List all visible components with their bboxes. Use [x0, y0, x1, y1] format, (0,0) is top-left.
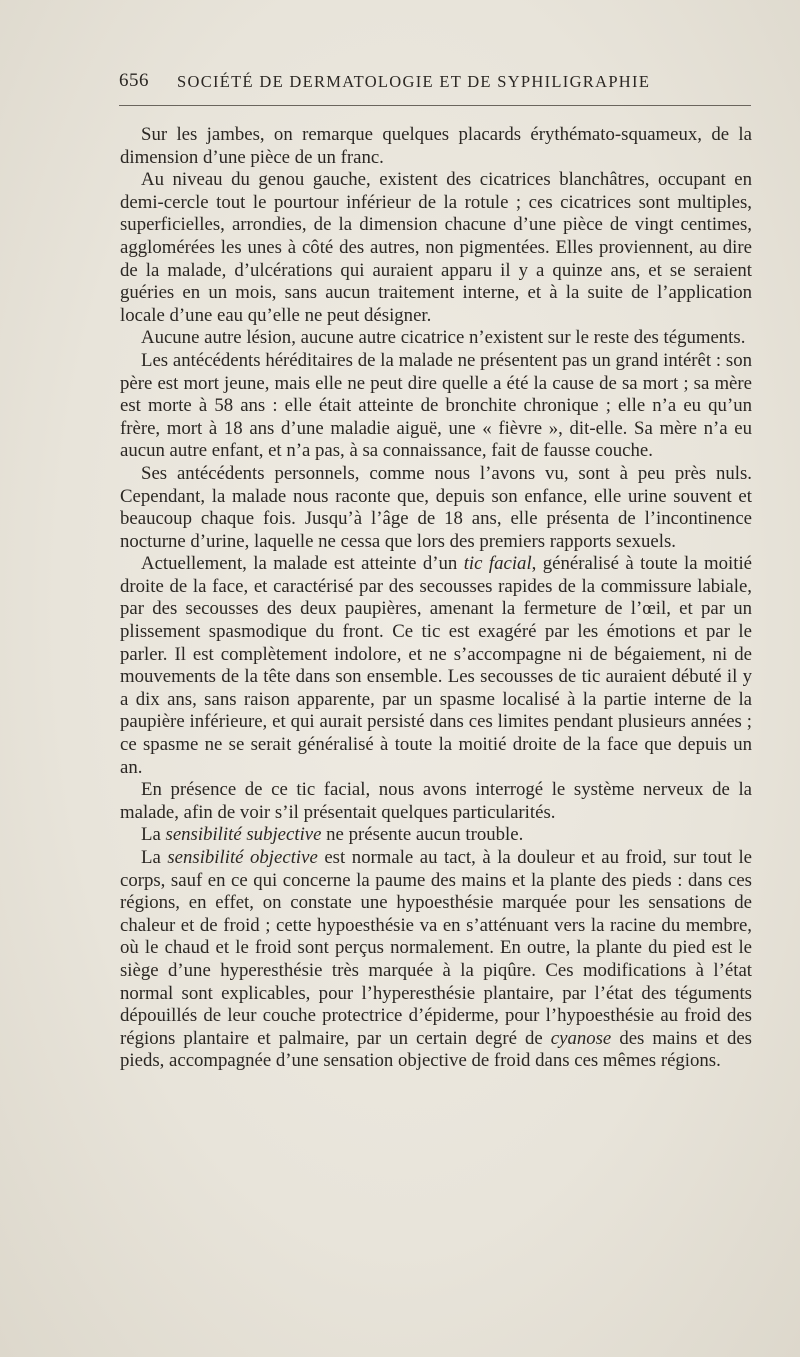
- header-rule: [119, 105, 751, 106]
- paragraph-9-end: des mains et des pieds, accompagnée d’une sensation objective de froid dans ces mêmes régions.: [120, 1027, 752, 1072]
- paragraph-5: Ses antécédents personnels, comme nous l’avons vu, sont à peu près nuls. Cependant, la malade nous raconte que, depuis son enfance, elle urine souvent et beaucoup chaque fois. Jusqu’à l’âge de 18 ans, elle présenta de l’incontinence nocturne d’urine, laquelle ne cessa que lors des premiers rapports sexuels.: [120, 462, 752, 552]
- page-header: [119, 70, 751, 102]
- paragraph-4: Les antécédents héréditaires de la malade ne présentent pas un grand intérêt : son père est mort jeune, mais elle ne peut dire quelle a été la cause de sa mort ; sa mère est morte à 58 ans : elle était atteinte de bronchite chronique ; elle n’a eu qu’un frère, mort à 18 ans d’une maladie aiguë, une « fièvre », dit-elle. Sa mère n’a eu aucun autre enfant, et n’a pas, à sa connaissance, fait de fausse couche.: [120, 349, 752, 462]
- paragraph-6: [120, 553, 752, 779]
- body-text: [120, 124, 752, 1073]
- paragraph-6-start: Actuellement, la malade est atteinte d’un: [141, 553, 464, 575]
- paragraph-8-end: ne présente aucun trouble.: [321, 824, 524, 846]
- paragraph-8: [120, 824, 752, 847]
- tic-facial-italic: tic facial: [463, 553, 532, 575]
- paragraph-6-end: , généralisé à toute la moitié droite de la face, et caractérisé par des secousses rapides de la commissure labiale, par des secousses des deux paupières, amenant la fermeture de l’œil, et par un plissement spasmodique du front. Ce tic est exagéré par les émotions et par le parler. Il est complètement indolore, et ne s’accompagne ni de bégaiement, ni de mouvements de la tête dans son ensemble. Les secousses de tic auraient débuté il y a dix ans, sans raison apparente, par un spasme localisé à la partie interne de la paupière inférieure, et qui aurait persisté dans ces limites pendant plusieurs années ; ce spasme ne se serait généralisé à toute la moitié droite de la face que depuis un an.: [120, 553, 752, 778]
- paragraph-1: Sur les jambes, on remarque quelques placards érythémato-squameux, de la dimension d’une pièce de un franc.: [120, 124, 752, 168]
- sensibilite-objective-italic: sensibilité objective: [167, 847, 318, 868]
- paragraph-9-middle: est normale au tact, à la douleur et au froid, sur tout le corps, sauf en ce qui concerne la paume des mains et la plante des pieds : dans ces régions, en effet, on constate une hypoesthésie marquée pour les sensations de chaleur et de froid ; cette hypoesthésie va en s’atténuant vers la racine du membre, où le chaud et le froid sont perçus normalement. En outre, la plante du pied est le siège d’une hyperesthésie très marquée à la piqûre. Ces modifications à l’état normal sont explicables, pour l’hyperesthésie plantaire, par l’état des téguments dépouillés de leur couche protectrice d’épiderme, pour l’hypoesthésie au froid des régions plantaire et palmaire, par un certain degré de: [120, 847, 753, 1049]
- paragraph-8-start: La: [141, 824, 166, 846]
- paragraph-9-start: La: [141, 847, 168, 868]
- cyanose-italic: cyanose: [550, 1027, 612, 1049]
- paragraph-7: En présence de ce tic facial, nous avons interrogé le système nerveux de la malade, afin de voir s’il présentait quelques particularités.: [120, 779, 752, 823]
- page-number: 656: [119, 70, 149, 91]
- paragraph-2: Au niveau du genou gauche, existent des cicatrices blanchâtres, occupant en demi-cercle tout le pourtour inférieur de la rotule ; ces cicatrices sont multiples, superficielles, arrondies, de la dimension chacune d’une pièce de vingt centimes, agglomérées les unes à côté des autres, non pigmentées. Elles proviennent, au dire de la malade, d’ulcérations qui auraient apparu il y a quinze ans, et se seraient guéries en un mois, sans aucun traitement interne, et à la suite de l’application locale d’une eau qu’elle ne peut désigner.: [120, 169, 752, 326]
- paragraph-9: [120, 847, 752, 1073]
- paragraph-3: Aucune autre lésion, aucune autre cicatrice n’existent sur le reste des téguments.: [141, 327, 746, 349]
- sensibilite-subjective-italic: sensibilité subjective: [165, 824, 322, 846]
- running-head: SOCIÉTÉ DE DERMATOLOGIE ET DE SYPHILIGRAPHIE: [177, 72, 651, 91]
